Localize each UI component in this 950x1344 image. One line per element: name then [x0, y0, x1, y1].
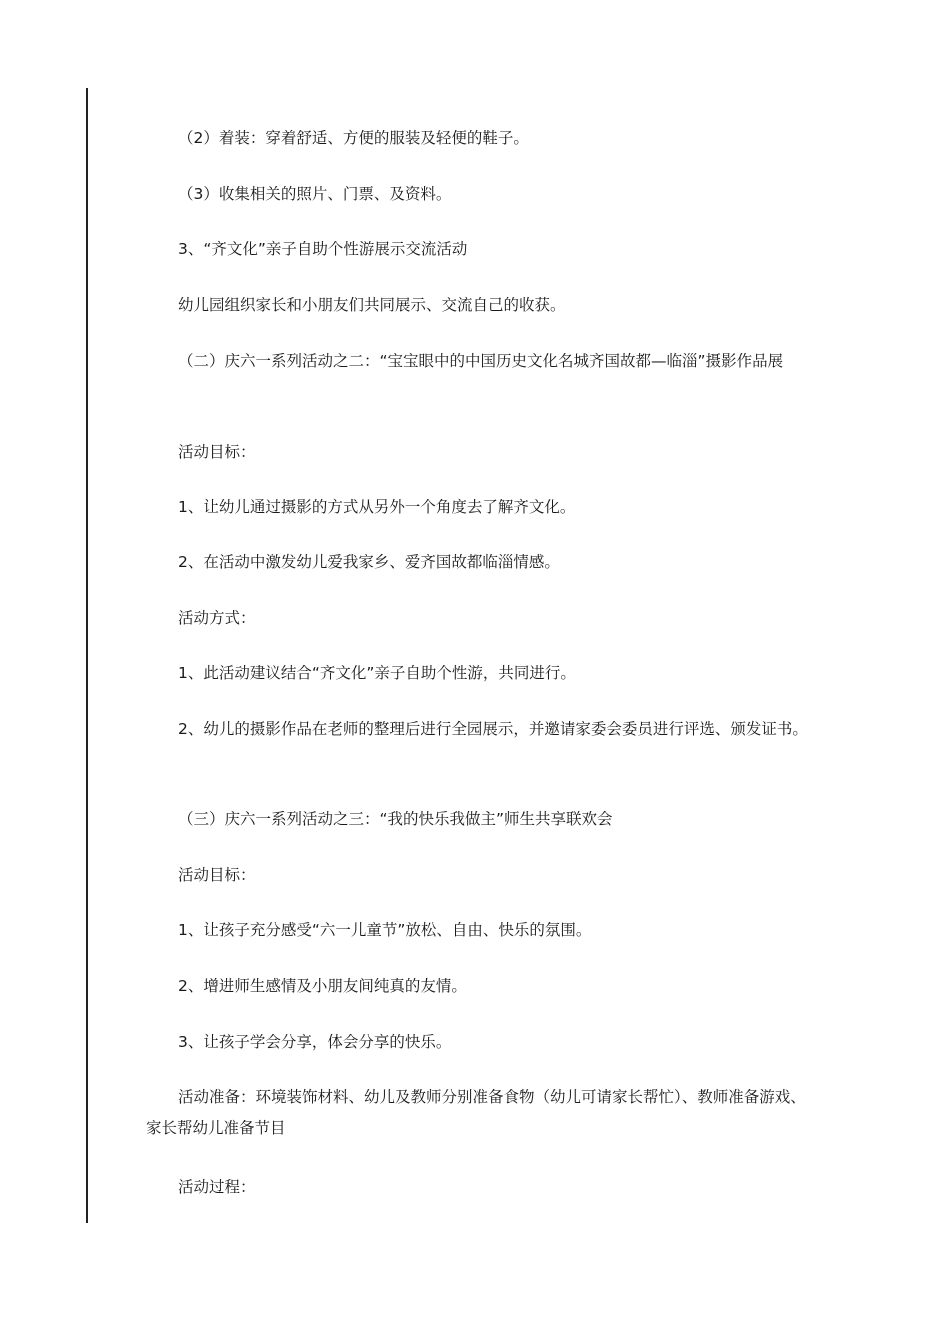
paragraph: 2、幼儿的摄影作品在老师的整理后进行全园展示，并邀请家委会委员进行评选、颁发证书。	[178, 720, 808, 738]
paragraph: 活动目标：	[178, 443, 256, 461]
section-heading: （三）庆六一系列活动之三：“我的快乐我做主”师生共享联欢会	[178, 810, 613, 828]
margin-rule	[86, 88, 88, 1223]
paragraph: 2、增进师生感情及小朋友间纯真的友情。	[178, 977, 467, 995]
paragraph: 幼儿园组织家长和小朋友们共同展示、交流自己的收获。	[178, 296, 566, 314]
section-heading: （二）庆六一系列活动之二：“宝宝眼中的中国历史文化名城齐国故都—临淄”摄影作品展	[178, 352, 784, 370]
paragraph: 活动过程：	[178, 1178, 256, 1196]
paragraph: 1、让幼儿通过摄影的方式从另外一个角度去了解齐文化。	[178, 498, 576, 516]
paragraph: 活动方式：	[178, 609, 256, 627]
paragraph: 活动准备：环境装饰材料、幼儿及教师分别准备食物（幼儿可请家长帮忙）、教师准备游戏、家长帮幼儿准备节目	[146, 1088, 806, 1137]
paragraph: （2）着装：穿着舒适、方便的服装及轻便的鞋子。	[178, 129, 529, 147]
paragraph: 2、在活动中激发幼儿爱我家乡、爱齐国故都临淄情感。	[178, 553, 560, 571]
paragraph: 3、让孩子学会分享，体会分享的快乐。	[178, 1033, 452, 1051]
paragraph: 活动目标：	[178, 866, 256, 884]
paragraph: 1、此活动建议结合“齐文化”亲子自助个性游，共同进行。	[178, 664, 576, 682]
paragraph: （3）收集相关的照片、门票、及资料。	[178, 185, 452, 203]
paragraph: 3、“齐文化”亲子自助个性游展示交流活动	[178, 240, 468, 258]
paragraph: 1、让孩子充分感受“六一儿童节”放松、自由、快乐的氛围。	[178, 921, 592, 939]
